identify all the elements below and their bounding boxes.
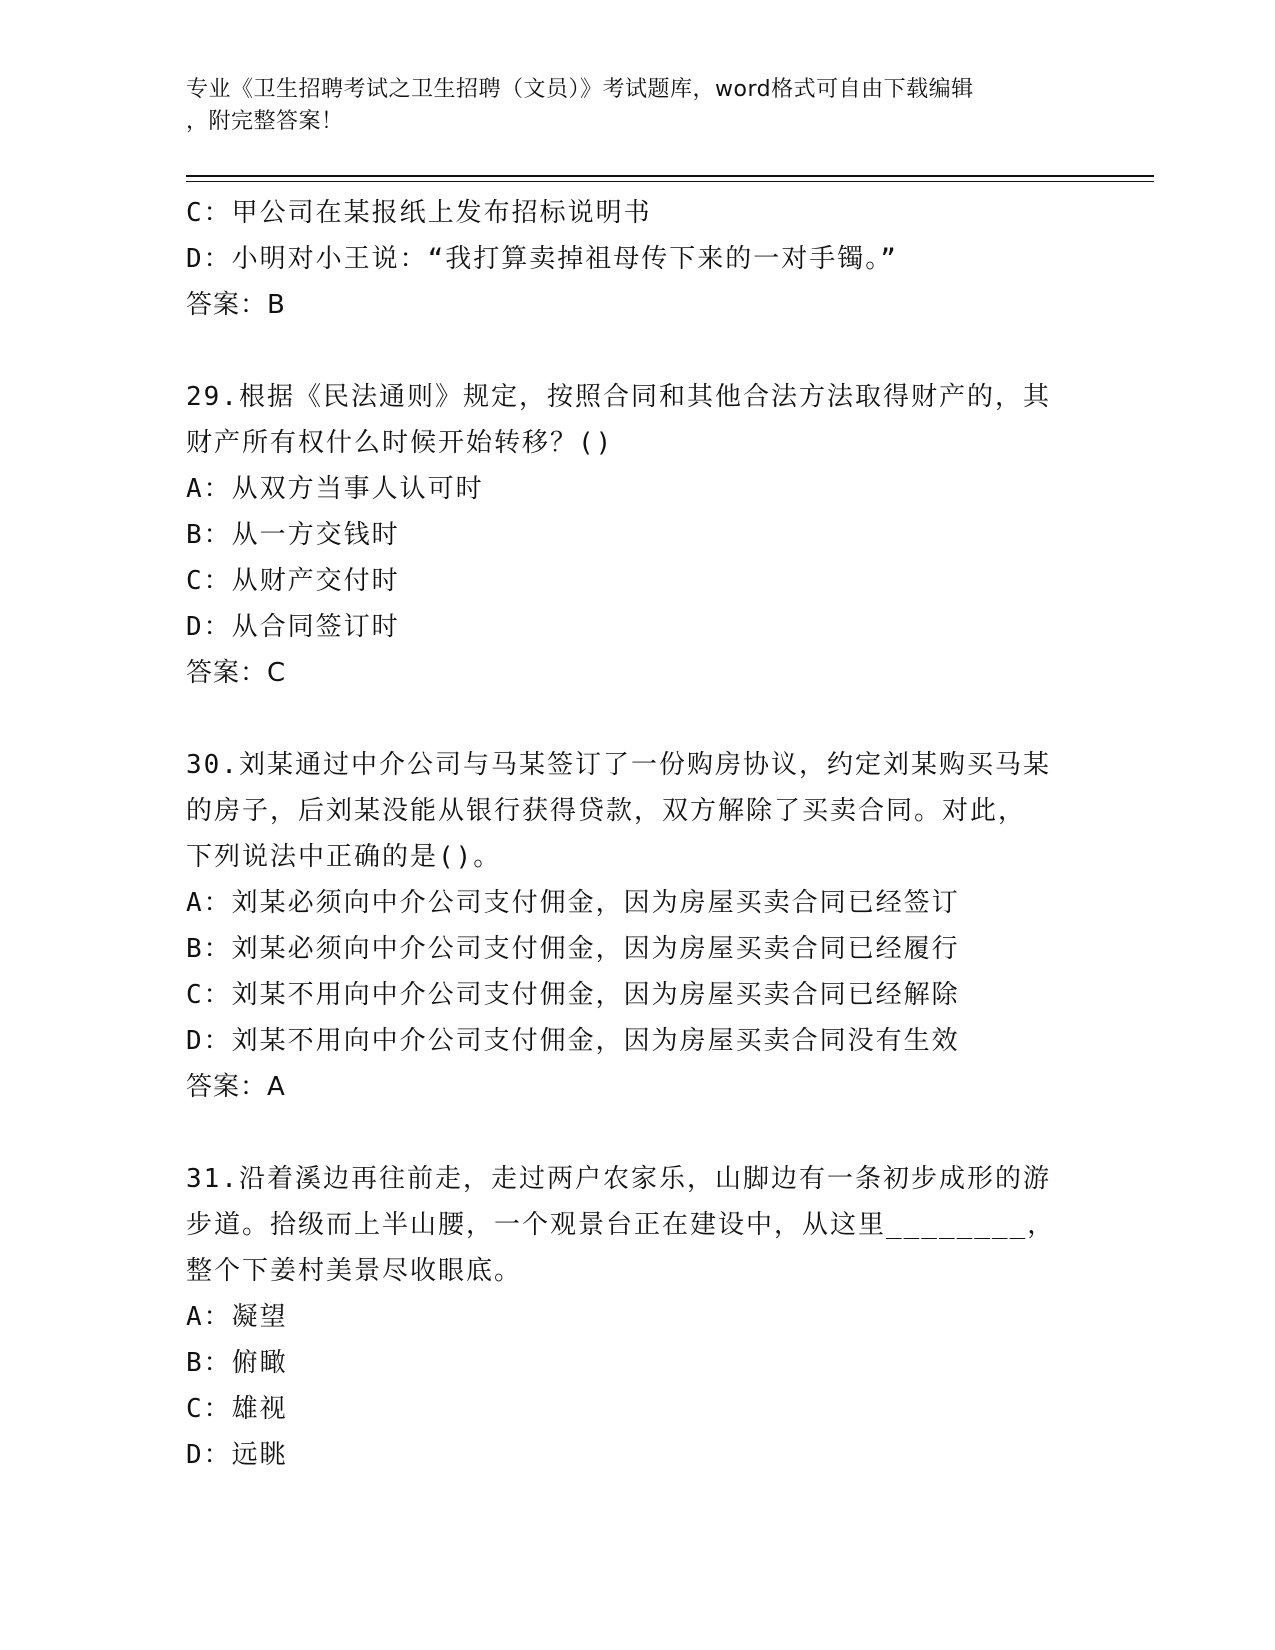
header-title-line-2: ，附完整答案！ [186, 109, 344, 134]
option-b: B：从一方交钱时 [186, 520, 400, 550]
answer-label: 答案：A [186, 1072, 286, 1102]
spacer [186, 328, 1086, 374]
option-a: A：从双方当事人认可时 [186, 474, 484, 504]
question-text: 30.刘某通过中介公司与马某签订了一份购房协议，约定刘某购买马某 [186, 750, 1051, 780]
option-c: C：甲公司在某报纸上发布招标说明书 [186, 198, 652, 228]
option-d: D：从合同签订时 [186, 612, 400, 642]
option-d: D：小明对小王说：“我打算卖掉祖母传下来的一对手镯。” [186, 244, 898, 274]
document-body [186, 190, 1086, 1478]
header-divider-thick [186, 175, 1154, 177]
question-text: 步道。拾级而上半山腰，一个观景台正在建设中，从这里________， [186, 1210, 1056, 1240]
option-c: C：刘某不用向中介公司支付佣金，因为房屋买卖合同已经解除 [186, 980, 960, 1010]
document-header [186, 74, 1086, 138]
option-b: B：刘某必须向中介公司支付佣金，因为房屋买卖合同已经履行 [186, 934, 960, 964]
question-text: 的房子，后刘某没能从银行获得贷款，双方解除了买卖合同。对此， [186, 796, 1027, 826]
question-29 [186, 374, 1086, 696]
option-c: C：从财产交付时 [186, 566, 400, 596]
option-a: A：凝望 [186, 1302, 288, 1332]
question-30 [186, 742, 1086, 1110]
option-d: D：远眺 [186, 1440, 288, 1470]
question-text: 整个下姜村美景尽收眼底。 [186, 1256, 523, 1286]
header-title-line-1: 专业《卫生招聘考试之卫生招聘（文员）》考试题库，word格式可自由下载编辑 [186, 77, 974, 102]
question-text: 29.根据《民法通则》规定，按照合同和其他合法方法取得财产的，其 [186, 382, 1051, 412]
option-b: B：俯瞰 [186, 1348, 288, 1378]
option-a: A：刘某必须向中介公司支付佣金，因为房屋买卖合同已经签订 [186, 888, 960, 918]
spacer [186, 1110, 1086, 1156]
question-text: 下列说法中正确的是()。 [186, 842, 502, 872]
option-d: D：刘某不用向中介公司支付佣金，因为房屋买卖合同没有生效 [186, 1026, 960, 1056]
question-28-fragment [186, 190, 1086, 328]
question-31 [186, 1156, 1086, 1478]
answer-label: 答案：C [186, 658, 287, 688]
option-c: C：雄视 [186, 1394, 288, 1424]
question-text: 财产所有权什么时候开始转移？() [186, 428, 614, 458]
answer-label: 答案：B [186, 290, 286, 320]
spacer [186, 696, 1086, 742]
header-divider-thin [186, 181, 1154, 182]
question-text: 31.沿着溪边再往前走，走过两户农家乐，山脚边有一条初步成形的游 [186, 1164, 1051, 1194]
